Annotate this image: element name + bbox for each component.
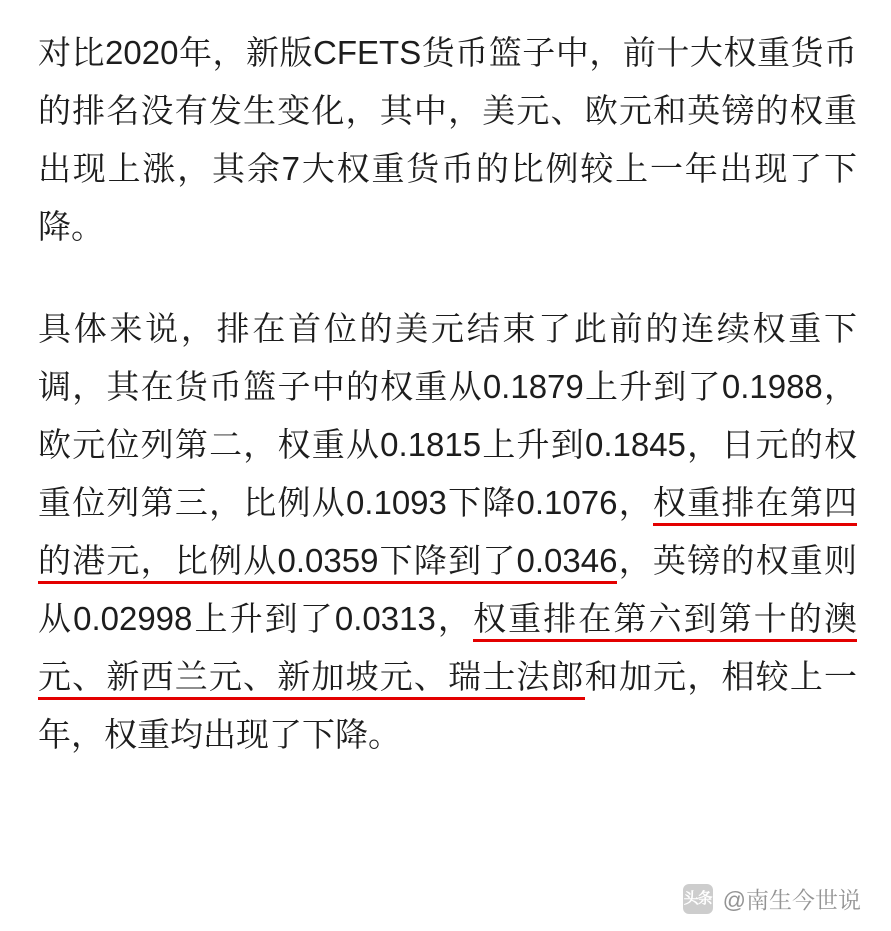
paragraph-2-segment-1: 具体来说，排在首位的美元结束了此前的连续权重下调，其在货币篮子中的权重从0.1879上升到了0.1988，欧元位列第二，权重从0.1815上升到0.1845，日元的权重位列第三，比例从0.1093下降0.1076， (38, 310, 857, 521)
paragraph-2-segment-2: ，英镑的权重则从0.02998上升到了0.0313， (38, 542, 858, 637)
article-paragraph-1 (38, 24, 857, 256)
paragraph-2-segment-3: 和加元，相较上一年，权重均出现了下降。 (38, 658, 858, 753)
watermark (683, 882, 861, 915)
paragraph-1-text: 对比2020年，新版CFETS货币篮子中，前十大权重货币的排名没有发生变化，其中，美元、欧元和英镑的权重出现上涨，其余7大权重货币的比例较上一年出现了下降。 (38, 34, 857, 245)
toutiao-logo-icon: 头条 (683, 884, 713, 914)
article-paragraph-2 (38, 300, 857, 764)
paragraph-2-highlight-2: 权重排在第六到第十的澳元、新西兰元、新加坡元、瑞士法郎 (38, 600, 857, 700)
paragraph-2-highlight-1: 权重排在第四的港元，比例从0.0359下降到了0.0346 (38, 484, 857, 584)
watermark-author: @南生今世说 (722, 887, 861, 913)
